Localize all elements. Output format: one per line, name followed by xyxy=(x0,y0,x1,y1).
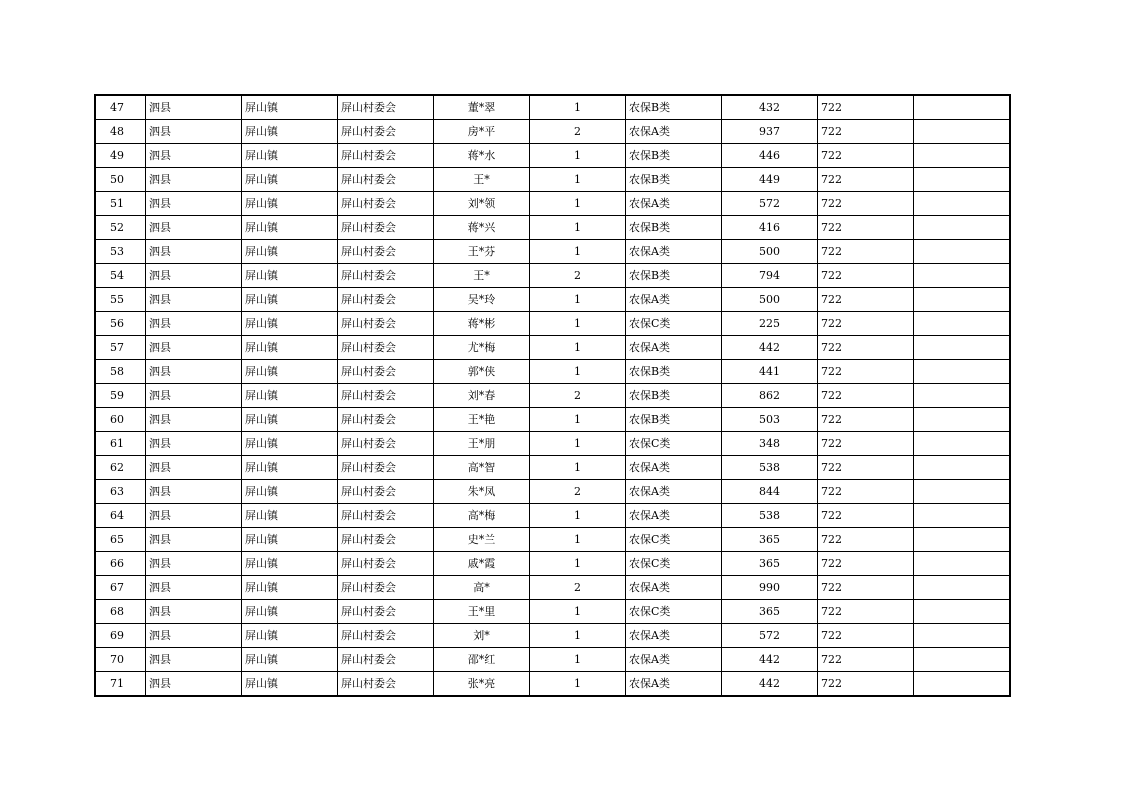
county-cell: 泗县 xyxy=(146,552,242,576)
name-cell: 邵*红 xyxy=(434,648,530,672)
name-cell: 郭*侠 xyxy=(434,360,530,384)
note-cell xyxy=(914,504,1011,528)
village-committee-cell: 屏山村委会 xyxy=(338,552,434,576)
table-row xyxy=(95,648,1010,672)
household-count-cell: 2 xyxy=(530,384,626,408)
town-cell: 屏山镇 xyxy=(242,264,338,288)
row-index-cell: 60 xyxy=(95,408,146,432)
name-cell: 朱*凤 xyxy=(434,480,530,504)
household-count-cell: 1 xyxy=(530,168,626,192)
note-cell xyxy=(914,120,1011,144)
town-cell: 屏山镇 xyxy=(242,552,338,576)
table-row xyxy=(95,360,1010,384)
county-cell: 泗县 xyxy=(146,600,242,624)
county-cell: 泗县 xyxy=(146,120,242,144)
county-cell: 泗县 xyxy=(146,456,242,480)
insurance-type-cell: 农保A类 xyxy=(626,336,722,360)
household-count-cell: 1 xyxy=(530,432,626,456)
name-cell: 董*翠 xyxy=(434,95,530,120)
row-index-cell: 66 xyxy=(95,552,146,576)
household-count-cell: 1 xyxy=(530,648,626,672)
row-index-cell: 65 xyxy=(95,528,146,552)
insurance-type-cell: 农保A类 xyxy=(626,504,722,528)
standard-cell: 722 xyxy=(818,624,914,648)
village-committee-cell: 屏山村委会 xyxy=(338,576,434,600)
amount-cell: 442 xyxy=(722,672,818,697)
records-table-body xyxy=(95,95,1010,696)
name-cell: 张*亮 xyxy=(434,672,530,697)
town-cell: 屏山镇 xyxy=(242,504,338,528)
insurance-type-cell: 农保C类 xyxy=(626,432,722,456)
household-count-cell: 2 xyxy=(530,480,626,504)
standard-cell: 722 xyxy=(818,312,914,336)
note-cell xyxy=(914,624,1011,648)
table-row xyxy=(95,288,1010,312)
note-cell xyxy=(914,384,1011,408)
row-index-cell: 53 xyxy=(95,240,146,264)
town-cell: 屏山镇 xyxy=(242,120,338,144)
insurance-type-cell: 农保A类 xyxy=(626,624,722,648)
table-row xyxy=(95,528,1010,552)
standard-cell: 722 xyxy=(818,552,914,576)
standard-cell: 722 xyxy=(818,360,914,384)
note-cell xyxy=(914,95,1011,120)
town-cell: 屏山镇 xyxy=(242,384,338,408)
village-committee-cell: 屏山村委会 xyxy=(338,168,434,192)
town-cell: 屏山镇 xyxy=(242,216,338,240)
note-cell xyxy=(914,288,1011,312)
amount-cell: 572 xyxy=(722,192,818,216)
row-index-cell: 54 xyxy=(95,264,146,288)
household-count-cell: 1 xyxy=(530,288,626,312)
note-cell xyxy=(914,360,1011,384)
standard-cell: 722 xyxy=(818,648,914,672)
row-index-cell: 70 xyxy=(95,648,146,672)
name-cell: 王*里 xyxy=(434,600,530,624)
insurance-type-cell: 农保B类 xyxy=(626,168,722,192)
table-row xyxy=(95,480,1010,504)
village-committee-cell: 屏山村委会 xyxy=(338,192,434,216)
household-count-cell: 1 xyxy=(530,216,626,240)
row-index-cell: 48 xyxy=(95,120,146,144)
name-cell: 高*梅 xyxy=(434,504,530,528)
amount-cell: 225 xyxy=(722,312,818,336)
standard-cell: 722 xyxy=(818,240,914,264)
amount-cell: 500 xyxy=(722,240,818,264)
row-index-cell: 51 xyxy=(95,192,146,216)
row-index-cell: 50 xyxy=(95,168,146,192)
household-count-cell: 1 xyxy=(530,672,626,697)
amount-cell: 500 xyxy=(722,288,818,312)
table-row xyxy=(95,264,1010,288)
note-cell xyxy=(914,240,1011,264)
row-index-cell: 47 xyxy=(95,95,146,120)
table-row xyxy=(95,144,1010,168)
amount-cell: 442 xyxy=(722,648,818,672)
standard-cell: 722 xyxy=(818,456,914,480)
village-committee-cell: 屏山村委会 xyxy=(338,120,434,144)
insurance-type-cell: 农保A类 xyxy=(626,648,722,672)
amount-cell: 416 xyxy=(722,216,818,240)
town-cell: 屏山镇 xyxy=(242,240,338,264)
county-cell: 泗县 xyxy=(146,672,242,697)
county-cell: 泗县 xyxy=(146,144,242,168)
village-committee-cell: 屏山村委会 xyxy=(338,456,434,480)
amount-cell: 572 xyxy=(722,624,818,648)
county-cell: 泗县 xyxy=(146,480,242,504)
table-row xyxy=(95,384,1010,408)
table-row xyxy=(95,192,1010,216)
household-count-cell: 2 xyxy=(530,120,626,144)
name-cell: 蒋*兴 xyxy=(434,216,530,240)
table-row xyxy=(95,120,1010,144)
row-index-cell: 67 xyxy=(95,576,146,600)
note-cell xyxy=(914,336,1011,360)
note-cell xyxy=(914,456,1011,480)
county-cell: 泗县 xyxy=(146,408,242,432)
standard-cell: 722 xyxy=(818,95,914,120)
amount-cell: 794 xyxy=(722,264,818,288)
county-cell: 泗县 xyxy=(146,264,242,288)
standard-cell: 722 xyxy=(818,264,914,288)
name-cell: 刘*春 xyxy=(434,384,530,408)
note-cell xyxy=(914,408,1011,432)
table-row xyxy=(95,504,1010,528)
village-committee-cell: 屏山村委会 xyxy=(338,648,434,672)
county-cell: 泗县 xyxy=(146,312,242,336)
name-cell: 房*平 xyxy=(434,120,530,144)
standard-cell: 722 xyxy=(818,336,914,360)
county-cell: 泗县 xyxy=(146,168,242,192)
note-cell xyxy=(914,216,1011,240)
standard-cell: 722 xyxy=(818,408,914,432)
note-cell xyxy=(914,552,1011,576)
table-row xyxy=(95,216,1010,240)
household-count-cell: 1 xyxy=(530,552,626,576)
household-count-cell: 1 xyxy=(530,600,626,624)
row-index-cell: 62 xyxy=(95,456,146,480)
amount-cell: 503 xyxy=(722,408,818,432)
amount-cell: 844 xyxy=(722,480,818,504)
village-committee-cell: 屏山村委会 xyxy=(338,336,434,360)
county-cell: 泗县 xyxy=(146,336,242,360)
household-count-cell: 1 xyxy=(530,456,626,480)
village-committee-cell: 屏山村委会 xyxy=(338,672,434,697)
village-committee-cell: 屏山村委会 xyxy=(338,312,434,336)
name-cell: 王*朋 xyxy=(434,432,530,456)
household-count-cell: 1 xyxy=(530,360,626,384)
amount-cell: 432 xyxy=(722,95,818,120)
amount-cell: 365 xyxy=(722,600,818,624)
town-cell: 屏山镇 xyxy=(242,360,338,384)
note-cell xyxy=(914,528,1011,552)
name-cell: 蒋*水 xyxy=(434,144,530,168)
note-cell xyxy=(914,600,1011,624)
village-committee-cell: 屏山村委会 xyxy=(338,144,434,168)
name-cell: 史*兰 xyxy=(434,528,530,552)
household-count-cell: 2 xyxy=(530,264,626,288)
standard-cell: 722 xyxy=(818,432,914,456)
household-count-cell: 1 xyxy=(530,528,626,552)
village-committee-cell: 屏山村委会 xyxy=(338,600,434,624)
row-index-cell: 55 xyxy=(95,288,146,312)
amount-cell: 446 xyxy=(722,144,818,168)
town-cell: 屏山镇 xyxy=(242,624,338,648)
insurance-type-cell: 农保B类 xyxy=(626,216,722,240)
standard-cell: 722 xyxy=(818,600,914,624)
name-cell: 蒋*彬 xyxy=(434,312,530,336)
standard-cell: 722 xyxy=(818,144,914,168)
amount-cell: 441 xyxy=(722,360,818,384)
table-row xyxy=(95,432,1010,456)
name-cell: 王* xyxy=(434,264,530,288)
county-cell: 泗县 xyxy=(146,288,242,312)
household-count-cell: 1 xyxy=(530,240,626,264)
amount-cell: 937 xyxy=(722,120,818,144)
village-committee-cell: 屏山村委会 xyxy=(338,240,434,264)
row-index-cell: 63 xyxy=(95,480,146,504)
note-cell xyxy=(914,480,1011,504)
county-cell: 泗县 xyxy=(146,432,242,456)
village-committee-cell: 屏山村委会 xyxy=(338,624,434,648)
insurance-type-cell: 农保A类 xyxy=(626,480,722,504)
table-row xyxy=(95,336,1010,360)
name-cell: 吴*玲 xyxy=(434,288,530,312)
standard-cell: 722 xyxy=(818,120,914,144)
insurance-type-cell: 农保A类 xyxy=(626,120,722,144)
name-cell: 刘* xyxy=(434,624,530,648)
table-row xyxy=(95,456,1010,480)
insurance-type-cell: 农保C类 xyxy=(626,552,722,576)
note-cell xyxy=(914,264,1011,288)
insurance-type-cell: 农保B类 xyxy=(626,144,722,168)
insurance-type-cell: 农保C类 xyxy=(626,600,722,624)
name-cell: 戚*霞 xyxy=(434,552,530,576)
village-committee-cell: 屏山村委会 xyxy=(338,216,434,240)
household-count-cell: 2 xyxy=(530,576,626,600)
name-cell: 王*芬 xyxy=(434,240,530,264)
standard-cell: 722 xyxy=(818,216,914,240)
insurance-type-cell: 农保B类 xyxy=(626,95,722,120)
table-row xyxy=(95,600,1010,624)
table-row xyxy=(95,552,1010,576)
standard-cell: 722 xyxy=(818,504,914,528)
household-count-cell: 1 xyxy=(530,312,626,336)
village-committee-cell: 屏山村委会 xyxy=(338,432,434,456)
town-cell: 屏山镇 xyxy=(242,336,338,360)
name-cell: 高*智 xyxy=(434,456,530,480)
village-committee-cell: 屏山村委会 xyxy=(338,288,434,312)
town-cell: 屏山镇 xyxy=(242,192,338,216)
county-cell: 泗县 xyxy=(146,384,242,408)
table-row xyxy=(95,408,1010,432)
table-row xyxy=(95,624,1010,648)
town-cell: 屏山镇 xyxy=(242,672,338,697)
row-index-cell: 68 xyxy=(95,600,146,624)
amount-cell: 449 xyxy=(722,168,818,192)
town-cell: 屏山镇 xyxy=(242,528,338,552)
note-cell xyxy=(914,672,1011,697)
town-cell: 屏山镇 xyxy=(242,480,338,504)
row-index-cell: 52 xyxy=(95,216,146,240)
name-cell: 刘*领 xyxy=(434,192,530,216)
row-index-cell: 58 xyxy=(95,360,146,384)
name-cell: 王* xyxy=(434,168,530,192)
county-cell: 泗县 xyxy=(146,528,242,552)
insurance-type-cell: 农保C类 xyxy=(626,528,722,552)
household-count-cell: 1 xyxy=(530,192,626,216)
town-cell: 屏山镇 xyxy=(242,312,338,336)
table-row xyxy=(95,168,1010,192)
town-cell: 屏山镇 xyxy=(242,168,338,192)
insurance-type-cell: 农保B类 xyxy=(626,384,722,408)
standard-cell: 722 xyxy=(818,288,914,312)
amount-cell: 365 xyxy=(722,528,818,552)
insurance-type-cell: 农保C类 xyxy=(626,312,722,336)
row-index-cell: 61 xyxy=(95,432,146,456)
table-row xyxy=(95,95,1010,120)
row-index-cell: 56 xyxy=(95,312,146,336)
amount-cell: 990 xyxy=(722,576,818,600)
county-cell: 泗县 xyxy=(146,504,242,528)
name-cell: 尤*梅 xyxy=(434,336,530,360)
amount-cell: 348 xyxy=(722,432,818,456)
county-cell: 泗县 xyxy=(146,95,242,120)
insurance-type-cell: 农保A类 xyxy=(626,672,722,697)
household-count-cell: 1 xyxy=(530,144,626,168)
standard-cell: 722 xyxy=(818,192,914,216)
village-committee-cell: 屏山村委会 xyxy=(338,384,434,408)
county-cell: 泗县 xyxy=(146,576,242,600)
household-count-cell: 1 xyxy=(530,504,626,528)
note-cell xyxy=(914,432,1011,456)
county-cell: 泗县 xyxy=(146,360,242,384)
village-committee-cell: 屏山村委会 xyxy=(338,360,434,384)
note-cell xyxy=(914,312,1011,336)
village-committee-cell: 屏山村委会 xyxy=(338,408,434,432)
table-row xyxy=(95,672,1010,697)
standard-cell: 722 xyxy=(818,672,914,697)
name-cell: 高* xyxy=(434,576,530,600)
amount-cell: 538 xyxy=(722,456,818,480)
household-count-cell: 1 xyxy=(530,336,626,360)
village-committee-cell: 屏山村委会 xyxy=(338,95,434,120)
name-cell: 王*艳 xyxy=(434,408,530,432)
insurance-type-cell: 农保A类 xyxy=(626,192,722,216)
amount-cell: 442 xyxy=(722,336,818,360)
row-index-cell: 71 xyxy=(95,672,146,697)
insurance-type-cell: 农保A类 xyxy=(626,240,722,264)
standard-cell: 722 xyxy=(818,576,914,600)
insurance-type-cell: 农保B类 xyxy=(626,408,722,432)
note-cell xyxy=(914,648,1011,672)
standard-cell: 722 xyxy=(818,480,914,504)
county-cell: 泗县 xyxy=(146,216,242,240)
data-sheet xyxy=(94,94,990,697)
county-cell: 泗县 xyxy=(146,624,242,648)
town-cell: 屏山镇 xyxy=(242,432,338,456)
town-cell: 屏山镇 xyxy=(242,456,338,480)
note-cell xyxy=(914,576,1011,600)
village-committee-cell: 屏山村委会 xyxy=(338,480,434,504)
insurance-type-cell: 农保B类 xyxy=(626,264,722,288)
row-index-cell: 64 xyxy=(95,504,146,528)
county-cell: 泗县 xyxy=(146,240,242,264)
insurance-type-cell: 农保A类 xyxy=(626,576,722,600)
table-row xyxy=(95,240,1010,264)
standard-cell: 722 xyxy=(818,384,914,408)
table-row xyxy=(95,312,1010,336)
county-cell: 泗县 xyxy=(146,648,242,672)
county-cell: 泗县 xyxy=(146,192,242,216)
village-committee-cell: 屏山村委会 xyxy=(338,528,434,552)
insurance-type-cell: 农保A类 xyxy=(626,288,722,312)
row-index-cell: 49 xyxy=(95,144,146,168)
note-cell xyxy=(914,168,1011,192)
town-cell: 屏山镇 xyxy=(242,144,338,168)
town-cell: 屏山镇 xyxy=(242,95,338,120)
household-count-cell: 1 xyxy=(530,95,626,120)
household-count-cell: 1 xyxy=(530,624,626,648)
household-count-cell: 1 xyxy=(530,408,626,432)
amount-cell: 538 xyxy=(722,504,818,528)
standard-cell: 722 xyxy=(818,168,914,192)
insurance-type-cell: 农保A类 xyxy=(626,456,722,480)
village-committee-cell: 屏山村委会 xyxy=(338,264,434,288)
standard-cell: 722 xyxy=(818,528,914,552)
insurance-type-cell: 农保B类 xyxy=(626,360,722,384)
amount-cell: 862 xyxy=(722,384,818,408)
table-row xyxy=(95,576,1010,600)
town-cell: 屏山镇 xyxy=(242,576,338,600)
row-index-cell: 59 xyxy=(95,384,146,408)
note-cell xyxy=(914,192,1011,216)
town-cell: 屏山镇 xyxy=(242,600,338,624)
town-cell: 屏山镇 xyxy=(242,288,338,312)
records-table xyxy=(94,94,1011,697)
row-index-cell: 57 xyxy=(95,336,146,360)
note-cell xyxy=(914,144,1011,168)
town-cell: 屏山镇 xyxy=(242,648,338,672)
village-committee-cell: 屏山村委会 xyxy=(338,504,434,528)
row-index-cell: 69 xyxy=(95,624,146,648)
amount-cell: 365 xyxy=(722,552,818,576)
town-cell: 屏山镇 xyxy=(242,408,338,432)
